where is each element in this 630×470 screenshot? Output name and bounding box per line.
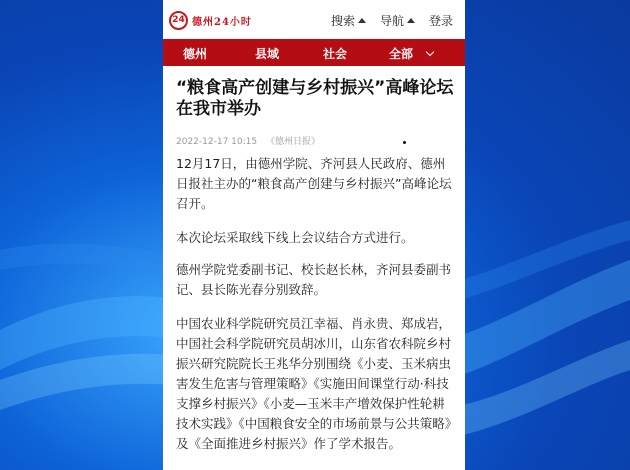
site-logo[interactable] [169,10,252,30]
article-meta [176,134,326,147]
login-label: 登录 [428,14,453,28]
article-source: 《德州日报》 [265,137,320,147]
search-label: 搜索 [330,14,355,28]
mobile-page [163,0,465,470]
navigation-label: 导航 [379,14,404,28]
category-society[interactable]: 社会 [323,47,348,61]
paragraph-1: 12月17日，由德州学院、齐河县人民政府、德州日报社主办的“粮食高产创建与乡村振兴”高峰论坛召开。 [176,156,452,211]
triangle-up-icon [407,18,415,23]
triangle-up-icon [358,18,366,23]
article-title: “粮食高产创建与乡村振兴”高峰论坛在我市举办 [176,78,454,119]
category-bar [163,39,465,66]
article-date: 2022-12-17 10:15 [176,137,258,147]
search-menu[interactable] [331,12,366,29]
category-dezhou[interactable]: 德州 [183,47,208,61]
top-header [163,0,465,40]
paragraph-3: 德州学院党委副书记、校长赵长林，齐河县委副书记、县长陈光春分别致辞。 [176,262,452,297]
logo-text: 德州24小时 [192,16,252,28]
top-nav [317,12,453,29]
category-county[interactable]: 县域 [255,47,280,61]
cursor-dot [403,141,406,144]
login-link[interactable] [429,12,453,29]
chevron-down-icon [426,48,434,56]
navigation-menu[interactable] [380,12,415,29]
paragraph-4: 中国农业科学院研究员江幸福、肖永贵、郑成岩，中国社会科学院研究员胡冰川，山东省农科院乡村振兴研究院院长王兆华分别围绕《小麦、玉米病虫害发生危害与管理策略》《实施田间课堂行动·科技支撑乡村振兴》《小麦—玉米丰产增效保护性轮耕技术实践》《中国粮食安全的市场前景与公共策略》及《全面推进乡村振兴》作了学术报告。 [176,316,452,451]
category-all-label: 全部 [389,47,414,61]
logo-badge: 24 [169,11,188,30]
paragraph-2: 本次论坛采取线下线上会议结合方式进行。 [176,230,414,245]
category-all[interactable] [389,45,433,62]
